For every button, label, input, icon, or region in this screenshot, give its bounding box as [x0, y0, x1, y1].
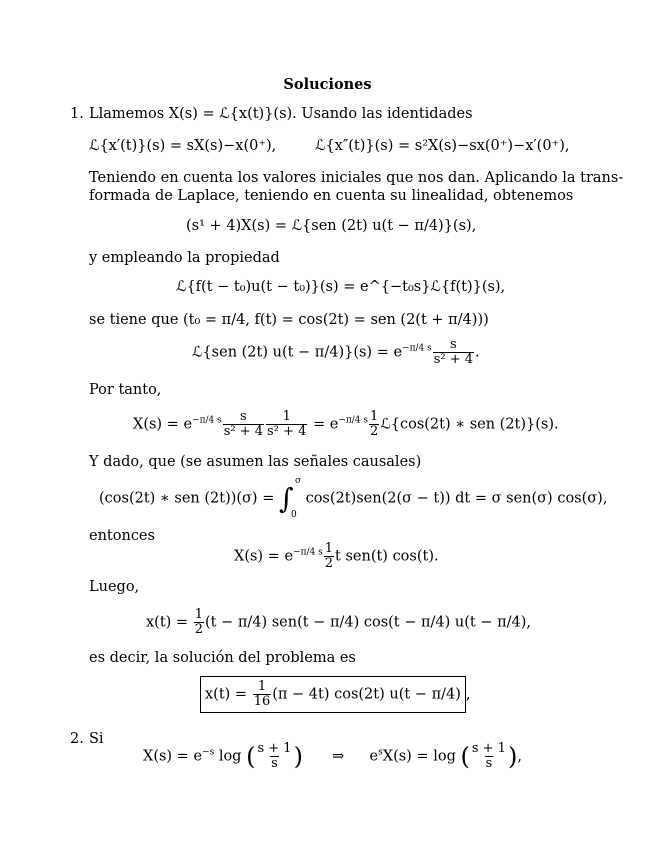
paragraph-solution: es decir, la solución del problema es: [89, 650, 356, 666]
paragraph-causal: Y dado, que (se asumen las señales causales): [89, 454, 422, 470]
solution-box: x(t) = $\frac{1}{16}$ (π − 4t) cos(2t) u(t − π/4): [200, 676, 466, 713]
page-title: Soluciones: [283, 76, 372, 93]
fraction-s-over-s2plus4: $\frac{s}{\text{s² + 4}}$: [433, 337, 474, 367]
paragraph-therefore: Por tanto,: [89, 382, 162, 398]
fraction-half-3: $\frac{1}{2}$: [194, 607, 203, 637]
fraction-half: $\frac{1}{2}$: [370, 409, 379, 439]
problem-1-intro: Llamemos X(s) = ℒ{x(t)}(s). Usando las identidades: [89, 106, 473, 122]
boxed-solution: x(t) = $\frac{1}{16}$ (π − 4t) cos(2t) u(t − π/4) ,: [200, 676, 470, 713]
problem-1-number: 1.: [70, 106, 84, 122]
equation-x-time: x(t) = $\frac{1}{2}$ (t − π/4) sen(t − π/4) cos(t − π/4) u(t − π/4),: [146, 607, 531, 637]
equation-shift-property: ℒ{f(t − t₀)u(t − t₀)}(s) = e^{−t₀s}ℒ{f(t)}(s),: [176, 279, 506, 295]
paragraph-property: y empleando la propiedad: [89, 250, 280, 266]
problem-2-intro: Si: [89, 731, 104, 747]
fraction-s1-over-s: $\frac{s + 1}{s}$: [257, 741, 292, 771]
fraction-s1-over-s-2: $\frac{s + 1}{s}$: [471, 741, 506, 771]
equation-convolution: (cos(2t) ∗ sen (2t))(σ) = ∫ σ 0 cos(2t)sen(2(σ − t)) dt = σ sen(σ) cos(σ),: [99, 476, 608, 520]
fraction-1: $\frac{1}{\text{s² + 4}}$: [267, 409, 307, 439]
paragraph-initial-values-1: Teniendo en cuenta los valores iniciales que nos dan. Aplicando la trans-: [89, 170, 624, 186]
fraction-1-over-16: $\frac{1}{16}$: [253, 679, 271, 709]
paragraph-substitution: se tiene que (t₀ = π/4, f(t) = cos(2t) = sen (2(t + π/4))): [89, 312, 489, 328]
identity-first-derivative: ℒ{x′(t)}(s) = sX(s)−x(0⁺),: [89, 138, 277, 154]
paragraph-then-2: Luego,: [89, 579, 140, 595]
paragraph-then: entonces: [89, 528, 155, 544]
exponent: −π/4 s: [402, 343, 432, 354]
equation-transformed: (s¹ + 4)X(s) = ℒ{sen (2t) u(t − π/4)}(s),: [186, 218, 477, 234]
equation-X-time: $X(s) = e^{-\pi/4 s}$ $\frac{1}{2}$ t sen(t) cos(t).: [234, 541, 439, 571]
equation-shift-result: ℒ{sen (2t) $u(t - \pi/4)\}(s) = e^{-\pi/4 s}$ $\frac{s}{\text{s² + 4}}$ .: [192, 337, 480, 367]
fraction-half-2: $\frac{1}{2}$: [324, 541, 334, 571]
fraction-s: $\frac{s}{\text{s² + 4}}$: [223, 409, 264, 439]
equation-X-product: $X(s) = e^{-\pi/4 s}$ $\frac{s}{\text{s² + 4}}$ $\frac{1}{\text{s² + 4}}$ = $e^{-\pi/4 s}$ $\frac{1}{2}$ ℒ{cos(2t) ∗ sen (2t)}(s).: [133, 409, 559, 439]
integral-sign: ∫ σ 0: [278, 476, 302, 520]
equation-problem-2: $X(s) = e^{-s}$ log ( $\frac{s + 1}{s}$ ) ⇒ $e^sX(s) = \log$ ( $\frac{s + 1}{s}$ ),: [143, 741, 522, 771]
paragraph-initial-values-2: formada de Laplace, teniendo en cuenta su linealidad, obtenemos: [89, 188, 574, 204]
identity-second-derivative: ℒ{x″(t)}(s) = s²X(s)−sx(0⁺)−x′(0⁺),: [315, 138, 570, 154]
problem-2-number: 2.: [70, 731, 84, 747]
equation-shift-result-lhs: ℒ{sen (2t) u(t − π/4)}(s) = e: [192, 344, 403, 361]
